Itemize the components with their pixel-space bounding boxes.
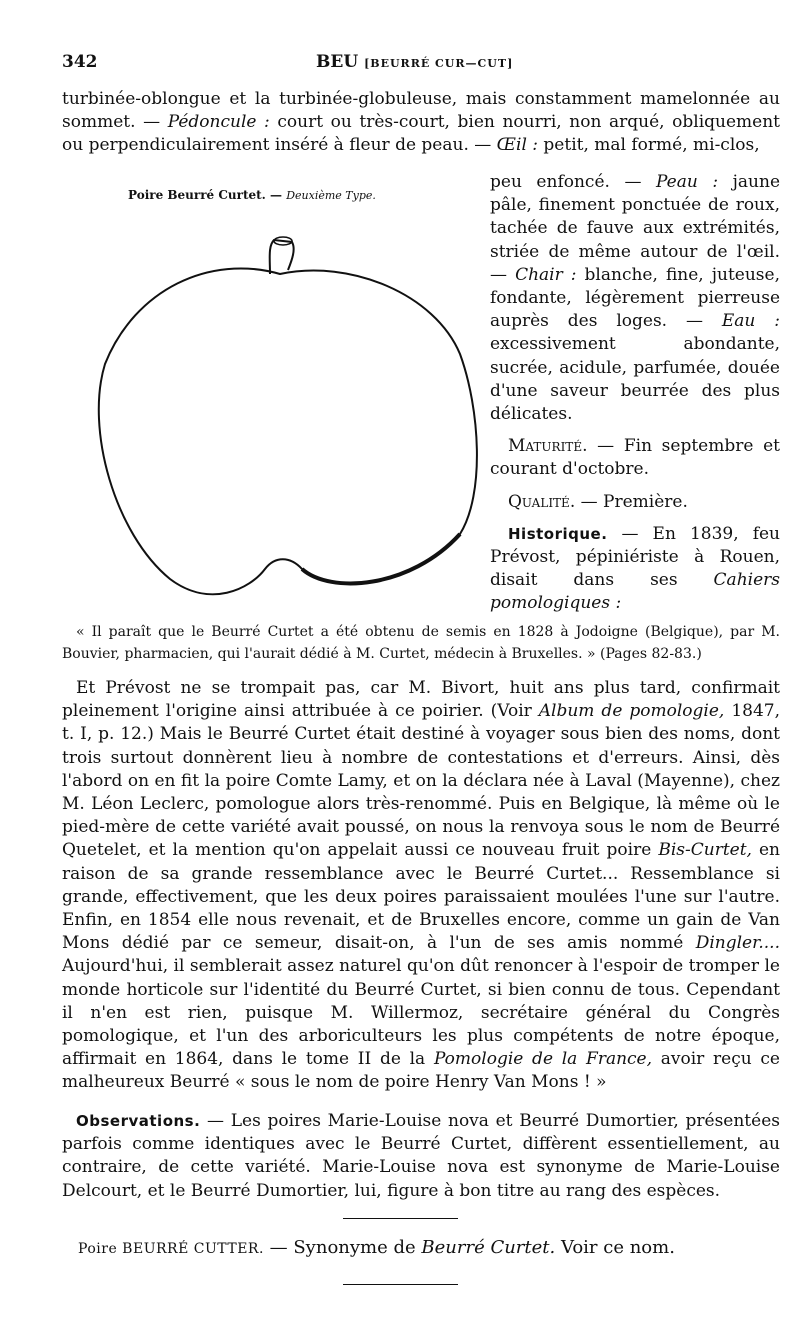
history-paragraph xyxy=(62,677,780,1095)
history-text-1: Et Prévost ne se trompait pas, car M. Bivort, huit ans plus tard, confirmait pleinement l'origine ainsi attribuée à ce poirier. (Voir xyxy=(62,678,780,722)
divider-bottom xyxy=(343,1284,458,1285)
pedoncule-label: Pédoncule : xyxy=(167,112,270,133)
maturite-paragraph xyxy=(490,435,780,481)
eau-label: Eau : xyxy=(721,311,781,332)
qualite-text: — Première. xyxy=(575,491,688,512)
figure-caption-text: Poire Beurré Curtet. — xyxy=(128,188,287,202)
pear-figure xyxy=(80,188,480,608)
bis-curtet: Bis-Curtet, xyxy=(658,840,752,861)
chair-label: Chair : xyxy=(515,264,577,285)
pear-body-shadow xyxy=(302,534,460,583)
pear-outline-illustration xyxy=(80,234,480,614)
running-title-bracket: [BEURRÉ CUR—CUT] xyxy=(364,57,514,70)
pomologie-de-la-france: Pomologie de la France, xyxy=(433,1049,653,1070)
quote-text: « Il paraît que le Beurré Curtet a été obtenu de semis en 1828 à Jodoigne (Belgique), par M. Bouvier, pharmacien, qui l'aurait dédié à M. Curtet, médecin à Bruxelles. » (Pages 82-83.) xyxy=(62,624,780,662)
cahiers-pomologiques: Cahiers pomologiques : xyxy=(490,570,780,614)
running-head xyxy=(62,52,780,76)
intro-paragraph xyxy=(62,88,780,158)
prevost-quote xyxy=(62,622,780,665)
synonym-text-1: — Synonyme de xyxy=(263,1237,422,1258)
maturite-text: — Fin septembre et courant d'octobre. xyxy=(490,436,780,480)
synonym-label: Poire BEURRÉ CUTTER. xyxy=(78,1241,264,1257)
maturite-label: Maturité. xyxy=(508,436,588,457)
history-text-5: avoir reçu ce malheureux Beurré « sous le nom de poire Henry Van Mons ! » xyxy=(62,1049,780,1093)
synonym-text-2: Voir ce nom. xyxy=(555,1237,675,1258)
observations-text: — Les poires Marie-Louise nova et Beurré Dumortier, présentées parfois comme identiques avec le Beurré Curtet, diffèrent essentiellement, au contraire, de cette variété. Marie-Louise nova est synonyme de Marie-Louise Delcourt, et le Beurré Dumortier, lui, figure à bon titre au rang des espèces. xyxy=(62,1111,780,1201)
figure-caption-italic: Deuxième Type. xyxy=(286,189,376,202)
running-title xyxy=(316,52,513,72)
description-text-3: blanche, fine, juteuse, fondante, légèrement pierreuse auprès des loges. — xyxy=(490,264,780,332)
running-title-main: BEU xyxy=(316,52,359,72)
history-body xyxy=(62,677,780,1095)
history-text-2: 1847, t. I, p. 12.) Mais le Beurré Curtet était destiné à voyager sous bien des noms, dont trois surtout donnèrent lieu à nombre de contestations et d'erreurs. Ainsi, dès l'abord on en fit la poire Comte Lamy, et on la déclara née à Laval (Mayenne), chez M. Léon Leclerc, pomologue alors très-renommé. Puis en Belgique, là même où le pied-mère de cette variété avait poussé, on nous la renvoya sous le nom de Beurré Quetelet, et la mention qu'on appelait aussi ce nouveau fruit poire xyxy=(62,701,780,861)
historique-text: — En 1839, feu Prévost, pépiniériste à Rouen, disait dans ses xyxy=(490,523,780,591)
album-de-pomologie: Album de pomologie, xyxy=(538,701,725,722)
dingler: Dingler.... xyxy=(695,933,780,954)
description-text-2: jaune pâle, finement ponctuée de roux, tachée de fauve aux extrémités, striée de même autour de l'œil. — xyxy=(490,172,780,285)
historique-label: Historique. xyxy=(508,524,608,543)
intro-text-1: turbinée-oblongue et la turbinée-globuleuse, mais constamment mamelonnée au sommet. — xyxy=(62,89,780,133)
history-text-4: Aujourd'hui, il semblerait assez naturel qu'on dût renoncer à l'espoir de tromper le monde horticole sur l'identité du Beurré Curtet, si bien connu de tous. Cependant il n'en est rien, puisque M. Willermoz, secrétaire général du Congrès pomologique, et l'un des arboriculteurs les plus compétents de notre époque, affirmait en 1864, dans le tome II de la xyxy=(62,956,780,1070)
page-number: 342 xyxy=(62,52,98,72)
historique-paragraph xyxy=(490,523,780,616)
description-column xyxy=(490,171,780,616)
qualite-label: Qualité. xyxy=(508,491,576,512)
description-paragraph xyxy=(490,171,780,426)
qualite-paragraph xyxy=(490,491,780,514)
peau-label: Peau : xyxy=(656,172,719,192)
description-text-1: peu enfoncé. — xyxy=(490,172,656,192)
pear-body-outline xyxy=(99,268,477,594)
intro-text-3: petit, mal formé, mi-clos, xyxy=(538,135,760,156)
history-text-3: en raison de sa grande ressemblance avec le Beurré Curtet... Ressemblance si grande, effectivement, que les deux poires paraissaient moulées l'une sur l'autre. Enfin, en 1854 elle nous revenait, et de Bruxelles encore, comme un gain de Van Mons dédié par ce semeur, disait-on, à l'un de ses amis nommé xyxy=(62,840,781,954)
figure-caption xyxy=(128,188,376,202)
synonym-italic: Beurré Curtet. xyxy=(421,1237,556,1258)
intro-text-2: court ou très-court, bien nourri, non arqué, obliquement ou perpendiculairement inséré à fleur de peau. — xyxy=(62,112,780,156)
oeil-label: Œil : xyxy=(496,135,539,156)
observations-label: Observations. xyxy=(76,1112,201,1130)
observations-text-block xyxy=(62,1110,780,1203)
observations-paragraph xyxy=(62,1110,780,1203)
divider-top xyxy=(343,1218,458,1219)
synonym-entry xyxy=(78,1236,778,1261)
description-text-4: excessivement abondante, sucrée, acidule, parfumée, douée d'une saveur beurrée des plus délicates. xyxy=(490,334,780,425)
